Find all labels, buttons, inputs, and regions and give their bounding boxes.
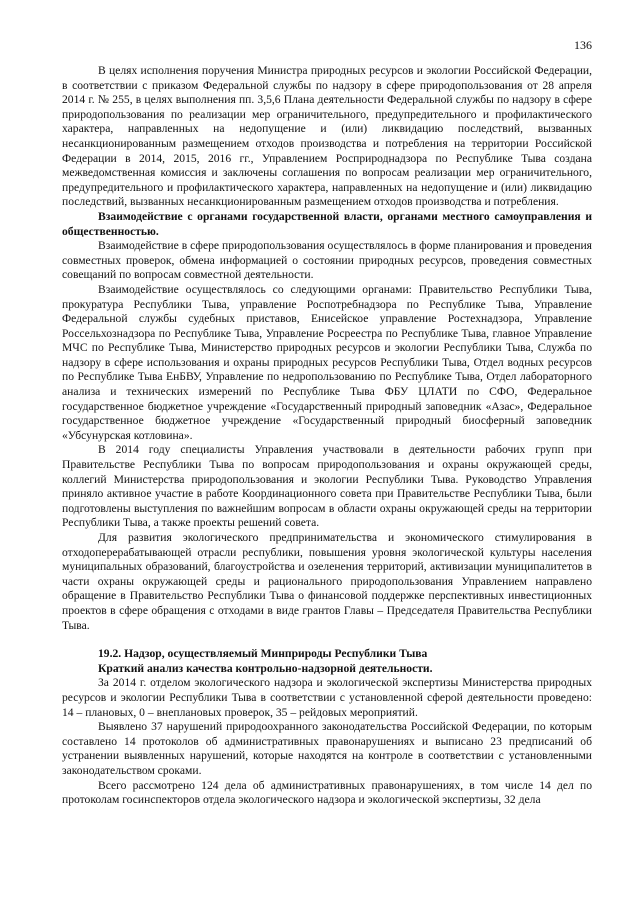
paragraph: В 2014 году специалисты Управления участвовали в деятельности рабочих групп при Правительстве Республики Тыва по вопросам природопользования и охраны окружающей среды, коллегий Министерства природопользования и экологии Республики Тыва. Руководство Управления приняло активное участие в работе Координационного совета при Правительстве Республики Тыва, были подготовлены выступления по важнейшим вопросам в области охраны окружающей среды на территории Республики Тыва, а также проекты решений совета. — [62, 443, 592, 530]
section-title: 19.2. Надзор, осуществляемый Минприроды Республики Тыва — [98, 647, 428, 661]
page-number: 136 — [574, 38, 592, 52]
paragraph: Выявлено 37 нарушений природоохранного законодательства Российской Федерации, по которым составлено 14 протоколов об административных правонарушениях и выписано 23 предписаний об устранении выявленных нарушений, которые находятся на контроле в соответствии с установленными законодательством сроками. — [62, 720, 592, 777]
document-body — [62, 64, 592, 808]
paragraph: Взаимодействие в сфере природопользования осуществлялось в форме планирования и проведения совместных проверок, обмена информацией о состоянии природных ресурсов, проведения совместных совещаний по вопросам совместной деятельности. — [62, 239, 592, 282]
paragraph: Для развития экологического предпринимательства и экономического стимулирования в отходоперерабатывающей отрасли республики, повышения уровня экологической культуры населения муниципальных образований, благоустройства и озеленения территорий, активизации муниципалитетов в части охраны окружающей среды и рационального природопользования Управлением направлено обращение в Правительство Республики Тыва о финансовой поддержке перспективных инвестиционных проектов в сфере обращения с отходами в виде грантов Главы – Председателя Правительства Республики Тыва. — [62, 531, 592, 632]
paragraph: За 2014 г. отделом экологического надзора и экологической экспертизы Министерства природных ресурсов и экологии Республики Тыва в соответствии с установленной сферой деятельности проведено: 14 – плановых, 0 – внеплановых проверок, 35 – рейдовых мероприятий. — [62, 676, 592, 719]
paragraph: Всего рассмотрено 124 дела об административных правонарушениях, в том числе 14 дел по протоколам госинспекторов отдела экологического надзора и экологической экспертизы, 32 дела — [62, 778, 592, 807]
section-gap — [62, 633, 592, 647]
paragraph: Взаимодействие осуществлялось со следующими органами: Правительство Республики Тыва, прокуратура Республики Тыва, управление Роспотребнадзора по Республике Тыва, Управление Федеральной службы судебных приставов, Енисейское управление Ростехнадзора, Управление Россельхознадзора по Республике Тыва, Управление Росреестра по Республике Тыва, главное Управление МЧС по Республике Тыва, Министерство природных ресурсов и экологии Республики Тыва, Служба по надзору в сфере использования и охраны природных ресурсов Республики Тыва, Отдел водных ресурсов по Республике Тыва ЕнБВУ, Управление по недропользованию по Республике Тыва, Отдел лабораторного анализа и технических измерений по Республике Тыва ФБУ ЦЛАТИ по СФО, Федеральное государственное бюджетное учреждение «Государственный природный заповедник «Азас», Федеральное государственное бюджетное учреждение «Государственный природный биосферный заповедник «Убсунурская котловина». — [62, 282, 592, 442]
interaction-heading: Взаимодействие с органами государственной власти, органами местного самоуправления и общественностью. — [62, 209, 592, 238]
section-subtitle: Краткий анализ качества контрольно-надзорной деятельности. — [98, 661, 433, 675]
paragraph: В целях исполнения поручения Министра природных ресурсов и экологии Российской Федерации, в соответствии с приказом Федеральной службы по надзору в сфере природопользования от 28 апреля 2014 г. № 255, в целях выполнения пп. 3,5,6 Плана деятельности Федеральной службы по надзору в сфере природопользования по реализации мер ограничительного, предупредительного и профилактического характера, направленных на недопущение и (или) ликвидацию последствий, вызванных несанкционированным размещением отходов производства и потребления на территории Российской Федерации в 2014, 2015, 2016 гг., Управлением Росприроднадзора по Республике Тыва создана межведомственная комиссия и заключены соглашения по вопросам реализации мер ограничительного, предупредительного и профилактического характера, направленных на недопущение и (или) ликвидацию последствий, вызванных несанкционированным размещением отходов производства и потребления. — [62, 64, 592, 209]
